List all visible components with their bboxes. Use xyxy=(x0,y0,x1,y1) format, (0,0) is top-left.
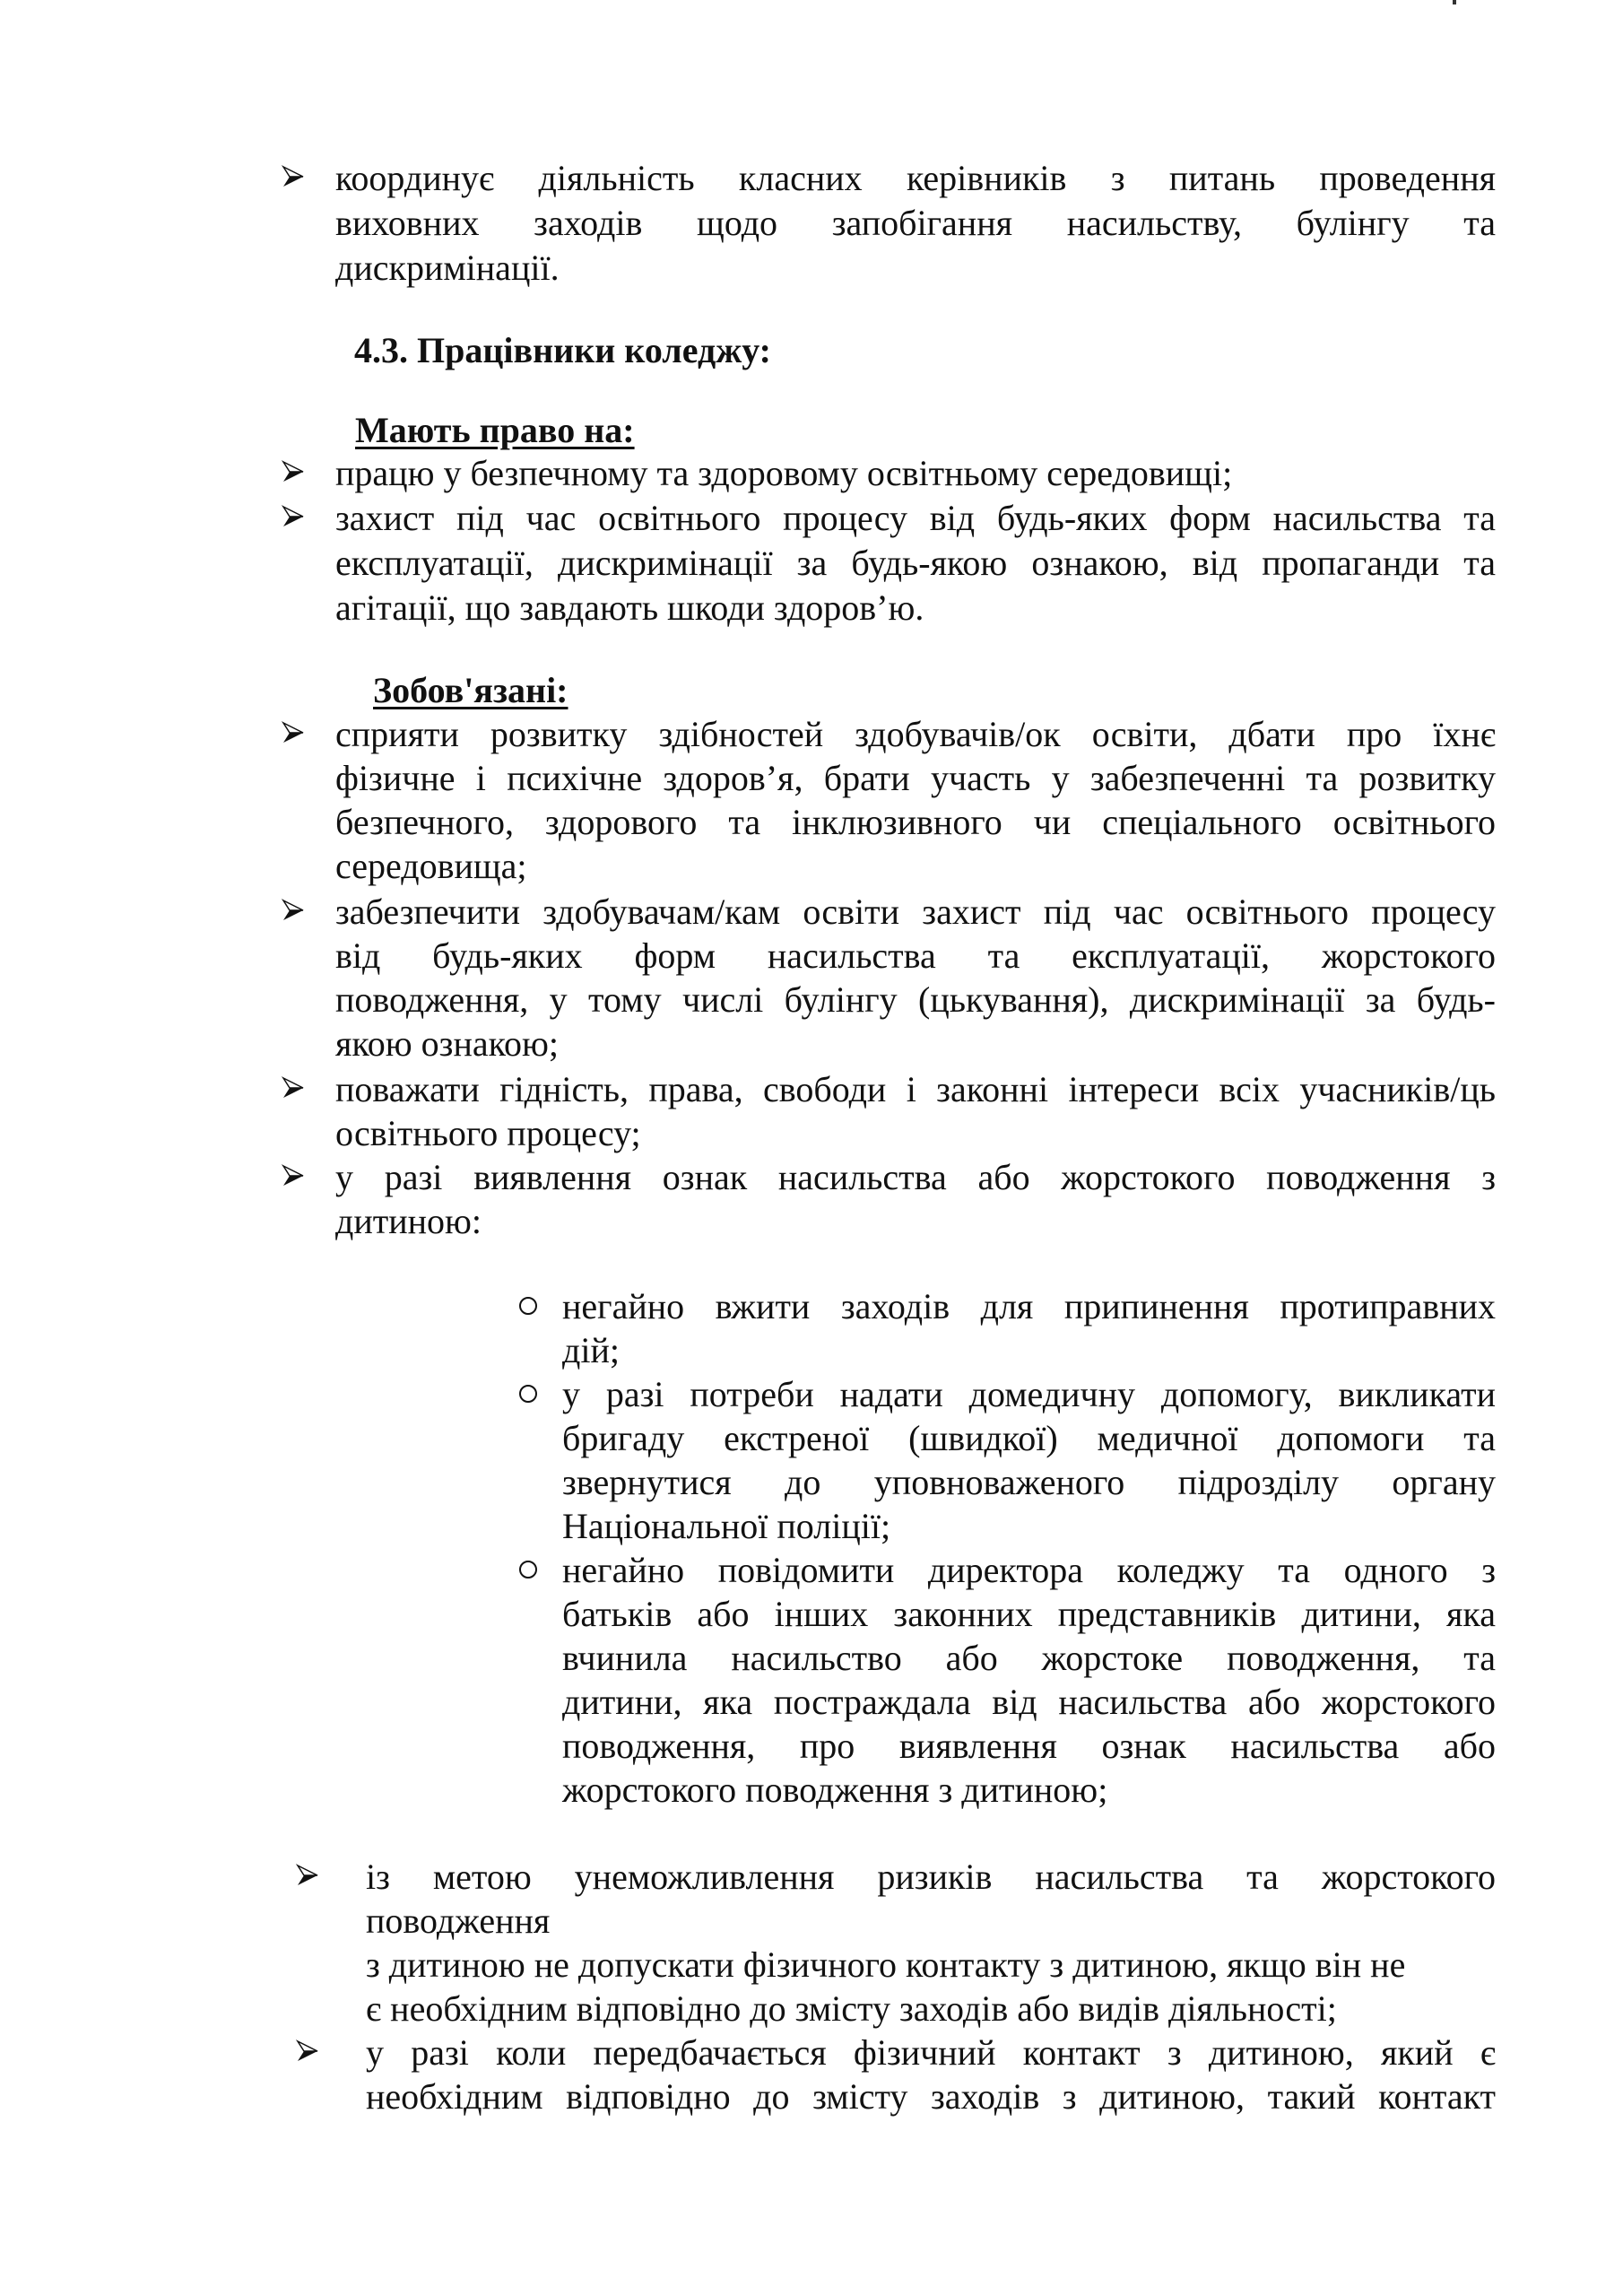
arrowhead-bullet-icon xyxy=(282,505,305,528)
duties-item-line: дитиною: xyxy=(335,1201,482,1241)
duties-item-line: з дитиною не допускати фізичного контакту з дитиною, якщо він не xyxy=(366,1944,1406,1985)
arrowhead-bullet-icon xyxy=(282,165,305,188)
duties-item-line: із метою унеможливлення ризиків насильства та жорстокого xyxy=(366,1857,1496,1897)
sub-item-line: поводження, про виявлення ознак насильства або xyxy=(562,1726,1496,1766)
rights-item-line: захист під час освітнього процесу від будь-яких форм насильства та xyxy=(335,498,1496,538)
duties-item-line: середовища; xyxy=(335,846,527,886)
sub-item-line: батьків або інших законних представників дитини, яка xyxy=(562,1594,1496,1634)
sub-item-line: у разі потреби надати домедичну допомогу, викликати xyxy=(562,1374,1496,1414)
sub-item-line: негайно вжити заходів для припинення протиправних xyxy=(562,1286,1496,1326)
rights-heading: Мають право на: xyxy=(355,410,635,450)
sub-item-line: Національної поліції; xyxy=(562,1506,891,1546)
duties-item-line: фізичне і психічне здоров’я, брати участь у забезпеченні та розвитку xyxy=(335,758,1496,798)
duties-item-line: поводження, у тому числі булінгу (цькування), дискримінації за будь- xyxy=(335,979,1496,1020)
duties-item-line: є необхідним відповідно до змісту заходів або видів діяльності; xyxy=(366,1988,1337,2029)
sub-item-line: вчинила насильство або жорстоке поводження, та xyxy=(562,1638,1496,1678)
sub-item-line: жорстокого поводження з дитиною; xyxy=(562,1770,1108,1810)
section-heading: 4.3. Працівники коледжу: xyxy=(354,330,771,370)
arrowhead-bullet-icon xyxy=(296,2039,319,2063)
hollow-circle-bullet-icon xyxy=(519,1561,537,1578)
arrowhead-bullet-icon xyxy=(282,1164,305,1187)
arrowhead-bullet-icon xyxy=(282,460,305,483)
arrowhead-bullet-icon xyxy=(296,1864,319,1887)
arrowhead-bullet-icon xyxy=(282,899,305,922)
intro-item-line: дискримінації. xyxy=(335,248,560,288)
duties-item-line: забезпечити здобувачам/кам освіти захист під час освітнього процесу xyxy=(335,891,1496,932)
duties-item-line: від будь-яких форм насильства та експлуатації, жорстокого xyxy=(335,935,1496,976)
duties-item-line: необхідним відповідно до змісту заходів з дитиною, такий контакт xyxy=(366,2076,1496,2117)
duties-item-line: сприяти розвитку здібностей здобувачів/ок освіти, дбати про їхнє xyxy=(335,714,1496,754)
rights-item-line: працю у безпечному та здоровому освітньому середовищі; xyxy=(335,453,1233,493)
scan-mark xyxy=(1453,0,1456,4)
rights-item-line: агітації, що завдають шкоди здоров’ю. xyxy=(335,587,924,628)
duties-item-line: поважати гідність, права, свободи і законні інтереси всіх учасників/ць xyxy=(335,1069,1496,1109)
arrowhead-bullet-icon xyxy=(282,721,305,744)
arrowhead-bullet-icon xyxy=(282,1076,305,1100)
sub-item-line: дитини, яка постраждала від насильства або жорстокого xyxy=(562,1682,1496,1722)
sub-item-line: бригаду екстреної (швидкої) медичної допомоги та xyxy=(562,1418,1496,1458)
intro-item-line: координує діяльність класних керівників з питань проведення xyxy=(335,158,1496,198)
duties-item-line: у разі виявлення ознак насильства або жорстокого поводження з xyxy=(335,1157,1496,1197)
hollow-circle-bullet-icon xyxy=(519,1297,537,1315)
intro-item-line: виховних заходів щодо запобігання насильству, булінгу та xyxy=(335,203,1496,243)
rights-item-line: експлуатації, дискримінації за будь-якою ознакою, від пропаганди та xyxy=(335,543,1496,583)
sub-item-line: звернутися до уповноваженого підрозділу органу xyxy=(562,1462,1496,1502)
duties-item-line: поводження xyxy=(366,1900,551,1941)
sub-item-line: дій; xyxy=(562,1330,620,1370)
hollow-circle-bullet-icon xyxy=(519,1385,537,1403)
sub-item-line: негайно повідомити директора коледжу та одного з xyxy=(562,1550,1496,1590)
duties-item-line: якою ознакою; xyxy=(335,1023,560,1064)
duties-item-line: освітнього процесу; xyxy=(335,1113,641,1153)
duties-heading: Зобов'язані: xyxy=(373,670,568,710)
duties-item-line: безпечного, здорового та інклюзивного чи спеціального освітнього xyxy=(335,802,1496,842)
duties-item-line: у разі коли передбачається фізичний контакт з дитиною, який є xyxy=(366,2032,1496,2073)
